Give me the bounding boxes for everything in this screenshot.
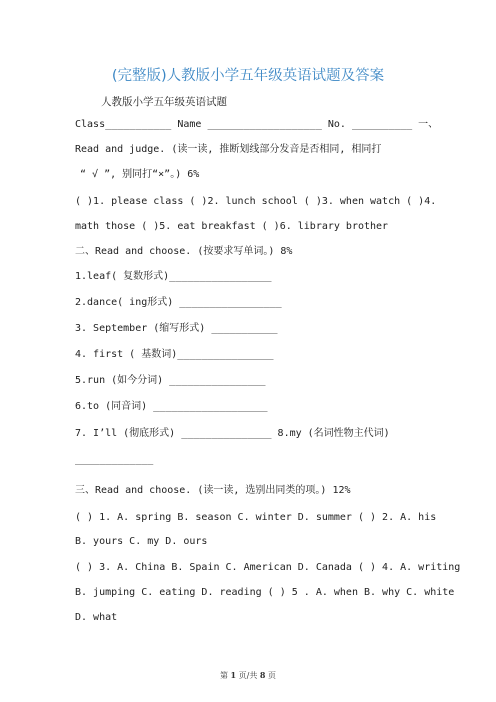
text-line: B. jumping C. eating D. reading ( ) 5 . A. when B. why C. white	[75, 587, 455, 598]
text-line: _____________	[75, 454, 154, 465]
text-line: Read and judge. (读一读, 推断划线部分发音是否相同, 相同打	[75, 144, 382, 155]
section-heading: 二、Read and choose. (按要求写单词。) 8%	[75, 246, 293, 257]
footer-prefix: 第	[219, 671, 228, 680]
text-line: 2.dance( ing形式) _________________	[75, 297, 282, 308]
text-line: 3. September (缩写形式) ___________	[75, 323, 278, 334]
text-line: ( ) 3. A. China B. Spain C. American D. Canada ( ) 4. A. writing	[75, 562, 461, 573]
text-line: Class___________ Name ___________________ No. __________ 一、	[75, 119, 439, 130]
text-line: 7. I’ll (彻底形式) _______________ 8.my (名词性物主代词)	[75, 428, 390, 439]
text-line: ( ) 1. A. spring B. season C. winter D. summer ( ) 2. A. his	[75, 512, 437, 523]
footer-page-number: 1	[230, 670, 237, 680]
page-footer	[0, 670, 496, 681]
section-heading: 三、Read and choose. (读一读, 选别出同类的项。) 12%	[75, 485, 351, 496]
text-line: 1.leaf( 复数形式)_________________	[75, 271, 272, 282]
document-subtitle: 人教版小学五年级英语试题	[101, 96, 227, 108]
footer-total-pages: 8	[259, 670, 266, 680]
text-line: 6.to (同音词) ___________________	[75, 401, 268, 412]
footer-suffix: 页	[268, 671, 277, 680]
footer-middle: 页/共	[238, 671, 258, 680]
text-line: B. yours C. my D. ours	[75, 536, 208, 547]
text-line: ( )1. please class ( )2. lunch school ( )3. when watch ( )4.	[75, 196, 437, 207]
document-title: (完整版)人教版小学五年级英语试题及答案	[111, 68, 385, 84]
text-line: D. what	[75, 612, 118, 623]
text-line: math those ( )5. eat breakfast ( )6. library brother	[75, 221, 389, 232]
text-line: 4. first ( 基数词)________________	[75, 349, 274, 360]
text-line: 5.run (如今分词) ________________	[75, 375, 266, 386]
text-line: “ √ ”, 别同打“×”。) 6%	[80, 169, 200, 180]
